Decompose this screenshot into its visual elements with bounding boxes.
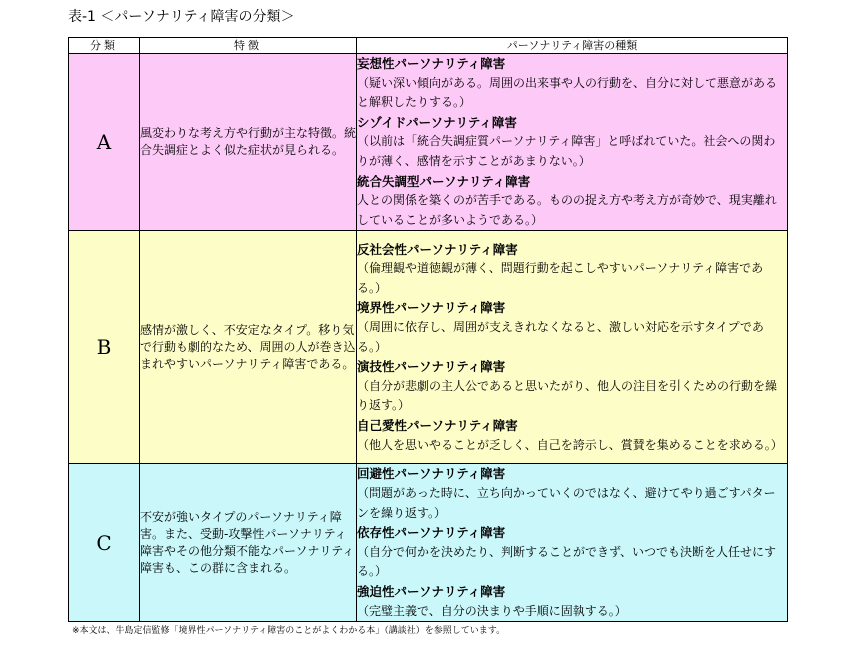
type-name: 自己愛性パーソナリティ障害 <box>357 417 518 433</box>
features-text: 感情が激しく、不安定なタイプ。移り気で行動も劇的なため、周囲の人が巻き込まれやすいパーソナリティ障害である。 <box>140 231 357 464</box>
footnote: ※本文は、牛島定信監修「境界性パーソナリティ障害のことがよくわかる本」（講談社）を参照しています。 <box>72 626 506 636</box>
type-description: 人との関係を築くのが苦手である。ものの捉え方や考え方が奇妙で、現実離れしていることが多いようである。） <box>357 193 777 227</box>
classification-table <box>68 37 788 622</box>
type-name: 回避性パーソナリティ障害 <box>357 466 506 482</box>
type-description: （自分で何かを決めたり、判断することができず、いつでも決断を人任せにする。） <box>357 544 777 579</box>
header-features: 特徴 <box>140 38 357 54</box>
type-description: （自分が悲劇の主人公であると思いたがり、他人の注目を引くための行動を繰り返す。） <box>357 378 778 413</box>
types-cell <box>357 464 788 622</box>
type-description: （倫理観や道徳観が薄く、問題行動を起こしやすいパーソナリティ障害である。） <box>357 261 764 295</box>
type-description: （完璧主義で、自分の決まりや手順に固執する。） <box>357 603 627 618</box>
features-text: 不安が強いタイプのパーソナリティ障害。また、受動-攻撃性パーソナリティ障害やその他分類不能なパーソナリティ障害も、この群に含まれる。 <box>140 464 357 622</box>
type-name: 依存性パーソナリティ障害 <box>357 525 506 541</box>
header-row <box>69 38 788 54</box>
category-label: A <box>69 54 140 231</box>
type-description: （他人を思いやることが乏しく、自己を誇示し、賞賛を集めることを求める。） <box>357 437 783 452</box>
type-name: 妄想性パーソナリティ障害 <box>357 56 506 71</box>
type-description: （問題があった時に、立ち向かっていくのではなく、避けてやり過ごすパターンを繰り返す。） <box>357 485 776 520</box>
type-name: 演技性パーソナリティ障害 <box>357 359 506 375</box>
type-description: （疑い深い傾向がある。周囲の出来事や人の行動を、自分に対して悪意があると解釈したりする。） <box>357 75 778 110</box>
category-label: C <box>69 464 140 622</box>
header-types: パーソナリティ障害の種類 <box>357 38 788 54</box>
type-name: 境界性パーソナリティ障害 <box>357 300 506 316</box>
type-name: 強迫性パーソナリティ障害 <box>357 583 506 599</box>
type-name: 反社会性パーソナリティ障害 <box>357 241 518 257</box>
type-description: （周囲に依存し、周囲が支えきれなくなると、激しい対応を示すタイプである。） <box>357 319 764 354</box>
type-description: （以前は「統合失調症質パーソナリティ障害」と呼ばれていた。社会への関わりが薄く、感情を示すことがあまりない。） <box>357 134 776 168</box>
group-row-b <box>69 231 788 464</box>
group-row-c <box>69 464 788 622</box>
group-row-a <box>69 54 788 231</box>
header-category: 分類 <box>69 38 140 54</box>
features-text: 風変わりな考え方や行動が主な特徴。統合失調症とよく似た症状が見られる。 <box>140 54 357 231</box>
category-label: B <box>69 231 140 464</box>
type-name: シゾイドパーソナリティ障害 <box>357 114 517 130</box>
types-cell <box>357 231 788 464</box>
type-name: 統合失調型パーソナリティ障害 <box>357 173 531 189</box>
types-cell <box>357 54 788 231</box>
table-title: 表-1 ＜パーソナリティ障害の分類＞ <box>68 9 295 25</box>
